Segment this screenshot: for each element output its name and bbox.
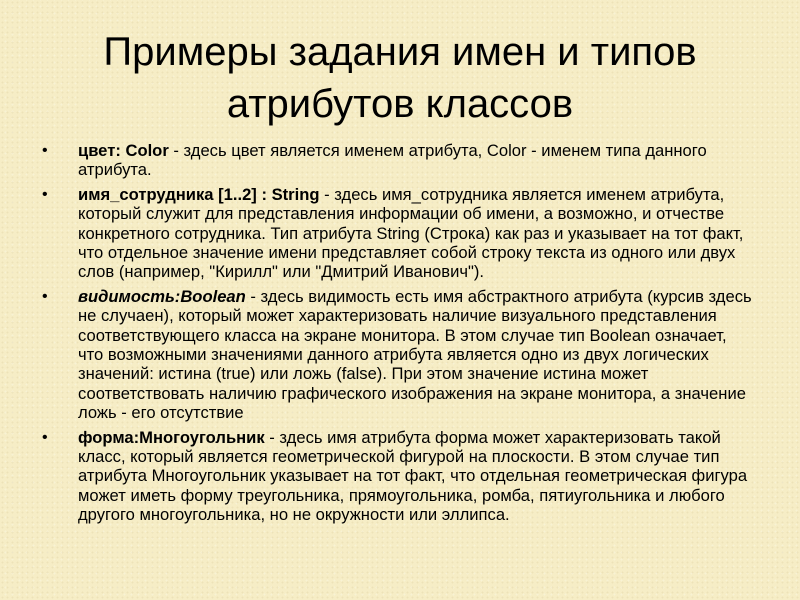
bullet-list <box>42 141 752 530</box>
bullet-term: цвет: Color <box>78 141 169 160</box>
slide-title <box>40 26 760 130</box>
bullet-text: - здесь видимость есть имя абстрактного атрибута (курсив здесь не случаен), который может характеризовать наличие визуального представления соответствующего класса на экране монитора. В этом случае тип Boolean означает, что возможными значениями данного атрибута является одно из двух логических значений: истина (true) или ложь (false). При этом значение истина может соответствовать наличию графического изображения на экране монитора, а значение ложь - его отсутствие <box>78 287 752 422</box>
bullet-term: видимость:Boolean <box>78 287 246 307</box>
bullet-item-employee-name <box>42 185 752 281</box>
bullet-term: имя_сотрудника [1..2] : String <box>78 185 320 205</box>
bullet-icon: • <box>42 288 48 306</box>
bullet-text: - здесь цвет является именем атрибута, Color - именем типа данного атрибута. <box>78 141 707 180</box>
slide-title-line2: атрибутов классов <box>226 82 574 126</box>
bullet-icon: • <box>42 142 48 159</box>
slide-title-line1: Примеры задания имен и типов <box>103 30 697 74</box>
bullet-text: - здесь имя_сотрудника является именем атрибута, который служит для представления информации об имени, а возможно, и отчестве конкретного сотрудника. Тип атрибута String (Строка) как раз и указывает на тот факт, что отдельное значение имени представляет собой строку текста из одного или двух слов (например, "Кирилл" или "Дмитрий Иванович"). <box>78 185 744 282</box>
bullet-term: форма:Многоугольник <box>78 427 265 447</box>
bullet-icon: • <box>42 428 48 446</box>
bullet-item-color <box>42 141 752 180</box>
bullet-item-shape <box>42 428 752 524</box>
bullet-item-visibility <box>42 287 752 422</box>
bullet-icon: • <box>42 186 48 204</box>
bullet-text: - здесь имя атрибута форма может характеризовать такой класс, который является геометрической фигурой на плоскости. В этом случае тип атрибута Многоугольник указывает на тот факт, что отдельная геометрическая фигура может иметь форму треугольника, прямоугольника, ромба, пятиугольника и любого другого многоугольника, но не окружности или эллипса. <box>78 427 748 524</box>
